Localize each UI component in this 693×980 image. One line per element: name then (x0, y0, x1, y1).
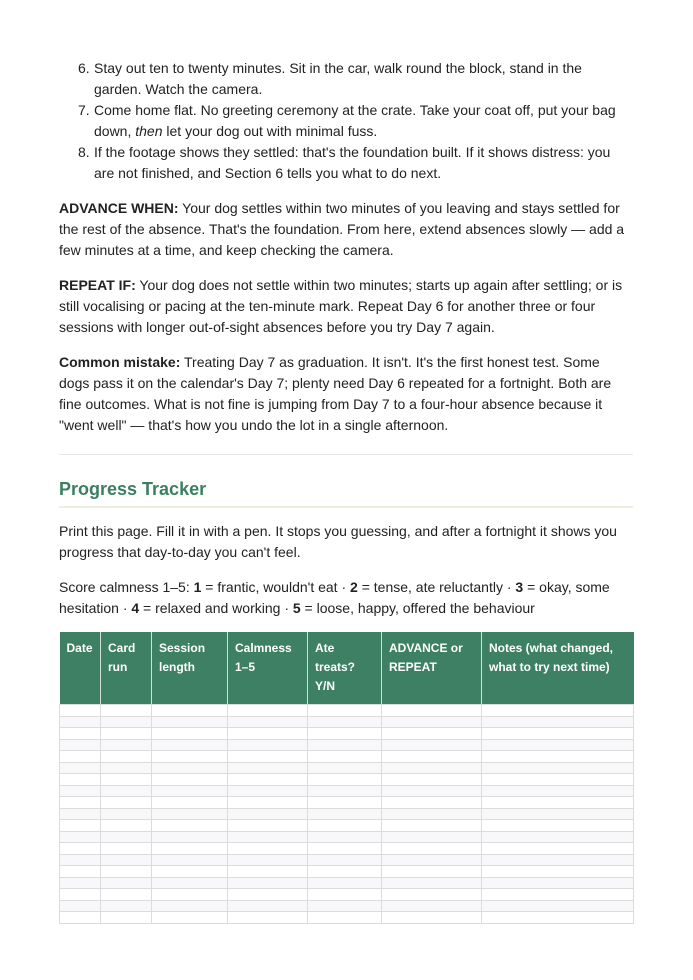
table-row (60, 866, 634, 878)
table-cell (382, 728, 482, 740)
table-cell (308, 843, 382, 855)
table-cell (152, 716, 228, 728)
table-cell (308, 820, 382, 832)
table-cell (60, 797, 101, 809)
table-cell (382, 785, 482, 797)
common-mistake-text: Treating Day 7 as graduation. It isn't. It's the first honest test. Some dogs pass it on the calendar's Day 7; plenty need Day 6 repeated for a fortnight. Both are fine outcomes. What is not fine is jumping from Day 7 to a four-hour absence because it "went well" — that's how you undo the lot in a single afternoon. (59, 354, 612, 433)
table-row (60, 889, 634, 901)
table-cell (101, 762, 152, 774)
table-cell (482, 705, 634, 717)
step-number: 7. (78, 102, 90, 118)
table-cell (228, 774, 308, 786)
table-cell (60, 716, 101, 728)
table-cell (482, 877, 634, 889)
table-cell (152, 877, 228, 889)
table-cell (101, 774, 152, 786)
progress-tracker-table (59, 632, 634, 924)
table-cell (101, 739, 152, 751)
table-cell (228, 831, 308, 843)
table-cell (482, 785, 634, 797)
table-row (60, 831, 634, 843)
table-cell (308, 762, 382, 774)
table-row (60, 820, 634, 832)
table-cell (308, 751, 382, 763)
table-cell (228, 854, 308, 866)
table-cell (60, 900, 101, 912)
table-cell (60, 831, 101, 843)
table-cell (60, 854, 101, 866)
table-cell (308, 785, 382, 797)
table-cell (101, 728, 152, 740)
table-cell (101, 912, 152, 924)
table-cell (382, 866, 482, 878)
table-cell (482, 774, 634, 786)
table-cell (308, 831, 382, 843)
table-cell (152, 866, 228, 878)
table-row (60, 797, 634, 809)
column-header-date: Date (60, 632, 101, 705)
table-row (60, 728, 634, 740)
table-cell (60, 785, 101, 797)
table-cell (101, 808, 152, 820)
table-cell (382, 808, 482, 820)
table-cell (60, 808, 101, 820)
table-cell (308, 705, 382, 717)
table-row (60, 854, 634, 866)
score-description: = frantic, wouldn't eat · (201, 579, 351, 595)
table-row (60, 877, 634, 889)
table-cell (482, 728, 634, 740)
table-cell (382, 912, 482, 924)
common-mistake-paragraph (59, 352, 633, 436)
step-text-tail: let your dog out with minimal fuss. (162, 123, 378, 139)
table-cell (482, 854, 634, 866)
table-cell (60, 728, 101, 740)
step-emphasis: then (135, 123, 163, 139)
table-cell (228, 751, 308, 763)
table-cell (152, 900, 228, 912)
table-cell (308, 797, 382, 809)
table-cell (382, 739, 482, 751)
table-cell (60, 889, 101, 901)
table-cell (60, 774, 101, 786)
table-cell (101, 751, 152, 763)
table-cell (228, 820, 308, 832)
table-row (60, 785, 634, 797)
table-cell (152, 808, 228, 820)
table-cell (60, 751, 101, 763)
table-cell (60, 705, 101, 717)
table-cell (101, 843, 152, 855)
table-cell (152, 785, 228, 797)
table-cell (308, 854, 382, 866)
column-header-ate-treats: Ate treats? Y/N (308, 632, 382, 705)
table-cell (482, 912, 634, 924)
table-cell (482, 739, 634, 751)
table-cell (482, 808, 634, 820)
section-divider (59, 454, 633, 455)
table-row (60, 808, 634, 820)
table-cell (382, 762, 482, 774)
table-cell (382, 843, 482, 855)
table-cell (228, 889, 308, 901)
table-row (60, 716, 634, 728)
table-cell (101, 785, 152, 797)
list-item (59, 142, 633, 184)
table-row (60, 900, 634, 912)
score-description: = loose, happy, offered the behaviour (300, 600, 535, 616)
table-cell (308, 808, 382, 820)
table-cell (308, 866, 382, 878)
table-cell (382, 854, 482, 866)
table-cell (101, 877, 152, 889)
table-cell (152, 912, 228, 924)
table-cell (482, 716, 634, 728)
step-text: Stay out ten to twenty minutes. Sit in the car, walk round the block, stand in the garden. Watch the camera. (94, 60, 582, 97)
table-cell (228, 900, 308, 912)
table-cell (101, 854, 152, 866)
score-description: = okay, some hesitation · (59, 579, 610, 616)
table-cell (228, 705, 308, 717)
table-cell (308, 877, 382, 889)
table-cell (60, 866, 101, 878)
advance-when-text: Your dog settles within two minutes of you leaving and stays settled for the rest of the absence. That's the foundation. From here, extend absences slowly — add a few minutes at a time, and keep checking the camera. (59, 200, 625, 258)
table-cell (228, 785, 308, 797)
score-number: 1 (193, 579, 202, 595)
common-mistake-label: Common mistake: (59, 354, 181, 370)
table-cell (482, 900, 634, 912)
table-cell (101, 797, 152, 809)
table-cell (308, 774, 382, 786)
table-row (60, 751, 634, 763)
tracker-body (60, 705, 634, 924)
advance-when-label: ADVANCE WHEN: (59, 200, 179, 216)
table-cell (228, 716, 308, 728)
table-cell (60, 739, 101, 751)
table-cell (152, 728, 228, 740)
table-cell (228, 728, 308, 740)
table-cell (228, 739, 308, 751)
score-number: 5 (292, 600, 301, 616)
score-legend (59, 577, 633, 619)
score-description: = relaxed and working · (139, 600, 293, 616)
table-cell (482, 762, 634, 774)
table-cell (308, 739, 382, 751)
table-cell (382, 705, 482, 717)
page-content (59, 58, 633, 924)
table-cell (382, 900, 482, 912)
table-cell (308, 728, 382, 740)
section-heading: Progress Tracker (59, 478, 633, 508)
score-legend-prefix: Score calmness 1–5: (59, 579, 194, 595)
step-number: 6. (78, 60, 90, 76)
table-cell (308, 889, 382, 901)
table-cell (482, 843, 634, 855)
table-cell (101, 716, 152, 728)
score-number: 2 (350, 579, 358, 595)
table-cell (228, 912, 308, 924)
table-header-row (60, 632, 634, 705)
table-cell (308, 716, 382, 728)
list-item (59, 100, 633, 142)
table-cell (152, 889, 228, 901)
table-cell (152, 797, 228, 809)
table-cell (101, 705, 152, 717)
table-row (60, 774, 634, 786)
step-text: If the footage shows they settled: that's the foundation built. If it shows distress: you are not finished, and Section 6 tells you what to do next. (94, 144, 611, 181)
table-cell (60, 843, 101, 855)
table-row (60, 705, 634, 717)
table-cell (152, 751, 228, 763)
table-cell (482, 866, 634, 878)
table-cell (60, 820, 101, 832)
table-cell (60, 912, 101, 924)
repeat-if-text: Your dog does not settle within two minutes; starts up again after settling; or is still vocalising or pacing at the ten-minute mark. Repeat Day 6 for another three or four sessions with longer out-of-sight absences before you try Day 7 again. (59, 277, 623, 335)
table-cell (152, 705, 228, 717)
table-cell (228, 877, 308, 889)
table-cell (152, 739, 228, 751)
table-cell (228, 808, 308, 820)
table-cell (152, 831, 228, 843)
tracker-intro: Print this page. Fill it in with a pen. It stops you guessing, and after a fortnight it shows you progress that day-to-day you can't feel. (59, 523, 617, 560)
table-cell (101, 831, 152, 843)
table-cell (382, 889, 482, 901)
table-cell (152, 774, 228, 786)
repeat-if-label: REPEAT IF: (59, 277, 136, 293)
table-cell (101, 866, 152, 878)
step-text: Come home flat. No greeting ceremony at the crate. Take your coat off, put your bag down, (94, 102, 616, 139)
table-cell (101, 889, 152, 901)
table-cell (228, 866, 308, 878)
table-row (60, 762, 634, 774)
step-number: 8. (78, 144, 90, 160)
table-cell (228, 843, 308, 855)
column-header-session-length: Session length (152, 632, 228, 705)
score-description: = tense, ate reluctantly · (357, 579, 516, 595)
advance-when-paragraph (59, 198, 633, 261)
column-header-advance-or-repeat: ADVANCE or REPEAT (382, 632, 482, 705)
table-cell (382, 797, 482, 809)
column-header-notes: Notes (what changed, what to try next time) (482, 632, 634, 705)
table-cell (382, 820, 482, 832)
table-cell (482, 751, 634, 763)
table-cell (382, 877, 482, 889)
table-cell (308, 912, 382, 924)
column-header-calmness: Calmness 1–5 (228, 632, 308, 705)
table-cell (382, 716, 482, 728)
step-list (59, 58, 633, 184)
table-cell (482, 820, 634, 832)
table-cell (228, 762, 308, 774)
column-header-card-run: Card run (101, 632, 152, 705)
list-item (59, 58, 633, 100)
table-cell (101, 820, 152, 832)
table-cell (482, 831, 634, 843)
table-cell (382, 774, 482, 786)
table-cell (382, 751, 482, 763)
table-cell (152, 762, 228, 774)
table-cell (382, 831, 482, 843)
table-cell (482, 797, 634, 809)
table-row (60, 912, 634, 924)
table-cell (228, 797, 308, 809)
score-number: 3 (515, 579, 524, 595)
table-row (60, 739, 634, 751)
table-row (60, 843, 634, 855)
table-cell (308, 900, 382, 912)
table-cell (152, 843, 228, 855)
repeat-if-paragraph (59, 275, 633, 338)
table-cell (482, 889, 634, 901)
score-number: 4 (131, 600, 140, 616)
table-cell (60, 877, 101, 889)
table-cell (152, 854, 228, 866)
table-cell (60, 762, 101, 774)
table-cell (152, 820, 228, 832)
table-cell (101, 900, 152, 912)
